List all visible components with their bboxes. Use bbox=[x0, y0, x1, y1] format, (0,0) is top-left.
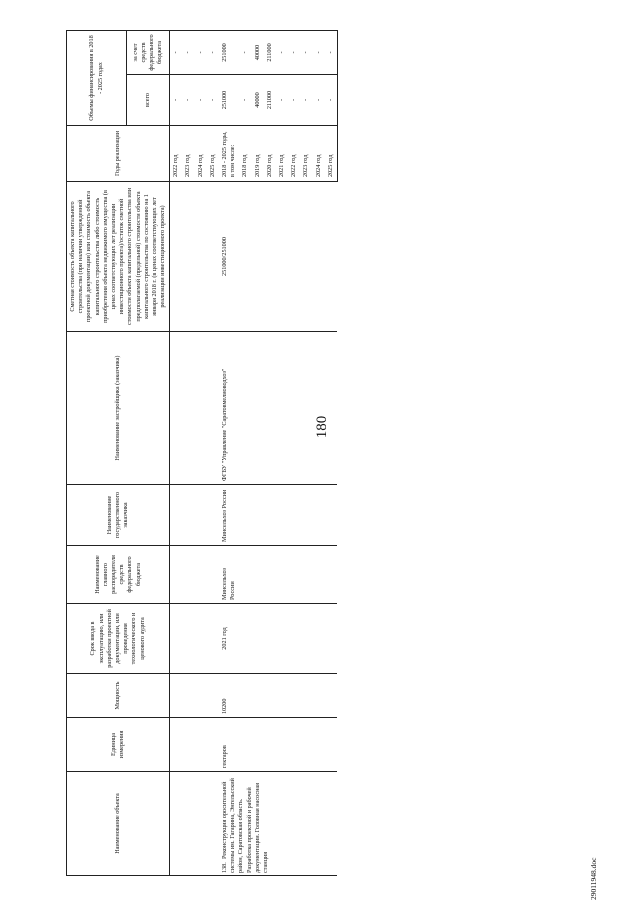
table-body bbox=[170, 31, 338, 876]
deadline-cell: 2021 год bbox=[219, 604, 337, 674]
year-cell: 2024 год bbox=[313, 126, 325, 182]
federal-cell: - bbox=[325, 31, 338, 75]
header-funding: Объемы финансирования в 2018 - 2025 годах bbox=[67, 31, 127, 126]
year-cell: 2025 год bbox=[207, 126, 219, 182]
object-name: Реконструкция оросительной системы им. Гагарина, Энгельсский район, Саратовская область. Разработка проектной и рабочей документации. Головная насосная станция bbox=[221, 778, 269, 873]
header-estimate: Сметная стоимость объекта капитального строительства (при наличии утвержденной проектной документации) или стоимость объекта капитального строительства либо стоимость приобретения объекта недвижимого имущества (в ценах соответствующих лет реализации инвестиционного проекта)/остаток сметной стоимости объекта капитального строительства или предполагаемой (предельной) стоимости объекта капитального строительства по состоянию на 1 января 2018 г. (в ценах соответствующих лет реализации инвестиционного проекта) bbox=[67, 182, 170, 332]
federal-cell: - bbox=[195, 31, 207, 75]
year-cell: 2018 год bbox=[239, 126, 251, 182]
header-unit: Единица измерения bbox=[67, 718, 170, 772]
developer-cell: ФГБУ "Управление "Саратовмелиоводхоз" bbox=[219, 332, 337, 485]
total-cell: - bbox=[313, 75, 325, 126]
federal-cell: 211000 bbox=[264, 31, 276, 75]
year-cell: 2020 год bbox=[264, 126, 276, 182]
footer-document-code: 29011948.doc bbox=[589, 857, 598, 900]
year-cell: 2025 год bbox=[325, 126, 338, 182]
year-cell: 2022 год bbox=[288, 126, 300, 182]
total-cell: 211000 bbox=[264, 75, 276, 126]
federal-cell: - bbox=[182, 31, 194, 75]
table-row bbox=[170, 31, 183, 876]
table-row bbox=[207, 31, 219, 876]
federal-cell: 40000 bbox=[252, 31, 264, 75]
header-developer: Наименование застройщика (заказчика) bbox=[67, 332, 170, 485]
unit-cell: гектаров bbox=[219, 718, 337, 772]
object-name-cell bbox=[219, 772, 337, 876]
total-cell: - bbox=[300, 75, 312, 126]
header-federal: за счет средств федерального бюджета bbox=[127, 31, 170, 75]
total-cell: - bbox=[276, 75, 288, 126]
header-capacity: Мощность bbox=[67, 674, 170, 718]
year-cell: 2021 год bbox=[276, 126, 288, 182]
total-cell: - bbox=[325, 75, 338, 126]
page-number: 180 bbox=[314, 415, 330, 439]
year-cell: 2023 год bbox=[182, 126, 194, 182]
header-total: всего bbox=[127, 75, 170, 126]
table-row bbox=[195, 31, 207, 876]
capacity-cell: 10200 bbox=[219, 674, 337, 718]
year-cell: 2024 год bbox=[195, 126, 207, 182]
header-state-customer: Наименование государственного заказчика bbox=[67, 485, 170, 546]
total-cell: - bbox=[207, 75, 219, 126]
table-row bbox=[219, 31, 239, 876]
investment-table bbox=[66, 30, 338, 876]
year-cell: 2019 год bbox=[252, 126, 264, 182]
total-cell: 40000 bbox=[252, 75, 264, 126]
estimate-cell: 251000/251000 bbox=[219, 182, 337, 332]
table-row bbox=[182, 31, 194, 876]
header-object-name: Наименование объекта bbox=[67, 772, 170, 876]
federal-cell: - bbox=[313, 31, 325, 75]
customer-cell: Минсельхоз России bbox=[219, 485, 337, 546]
total-cell: 251000 bbox=[219, 75, 239, 126]
year-cell: 2022 год bbox=[170, 126, 183, 182]
table-header bbox=[67, 31, 170, 876]
federal-cell: - bbox=[170, 31, 183, 75]
header-deadline: Срок ввода в эксплуатацию, или разработки проектной документации, или проведения технологического и ценового аудита bbox=[67, 604, 170, 674]
total-cell: - bbox=[195, 75, 207, 126]
federal-cell: 251000 bbox=[219, 31, 239, 75]
federal-cell: - bbox=[300, 31, 312, 75]
federal-cell: - bbox=[239, 31, 251, 75]
manager-cell: Минсельхоз России bbox=[219, 546, 337, 604]
federal-cell: - bbox=[276, 31, 288, 75]
total-cell: - bbox=[182, 75, 194, 126]
year-cell: 2023 год bbox=[300, 126, 312, 182]
total-cell: - bbox=[170, 75, 183, 126]
header-years: Годы реализации bbox=[67, 126, 170, 182]
total-cell: - bbox=[239, 75, 251, 126]
header-budget-manager: Наименование главного распорядителя средств федерального бюджета bbox=[67, 546, 170, 604]
object-index: 138. bbox=[221, 862, 228, 873]
total-cell: - bbox=[288, 75, 300, 126]
federal-cell: - bbox=[288, 31, 300, 75]
year-cell: 2018 - 2025 годы, в том числе: bbox=[219, 126, 239, 182]
federal-cell: - bbox=[207, 31, 219, 75]
